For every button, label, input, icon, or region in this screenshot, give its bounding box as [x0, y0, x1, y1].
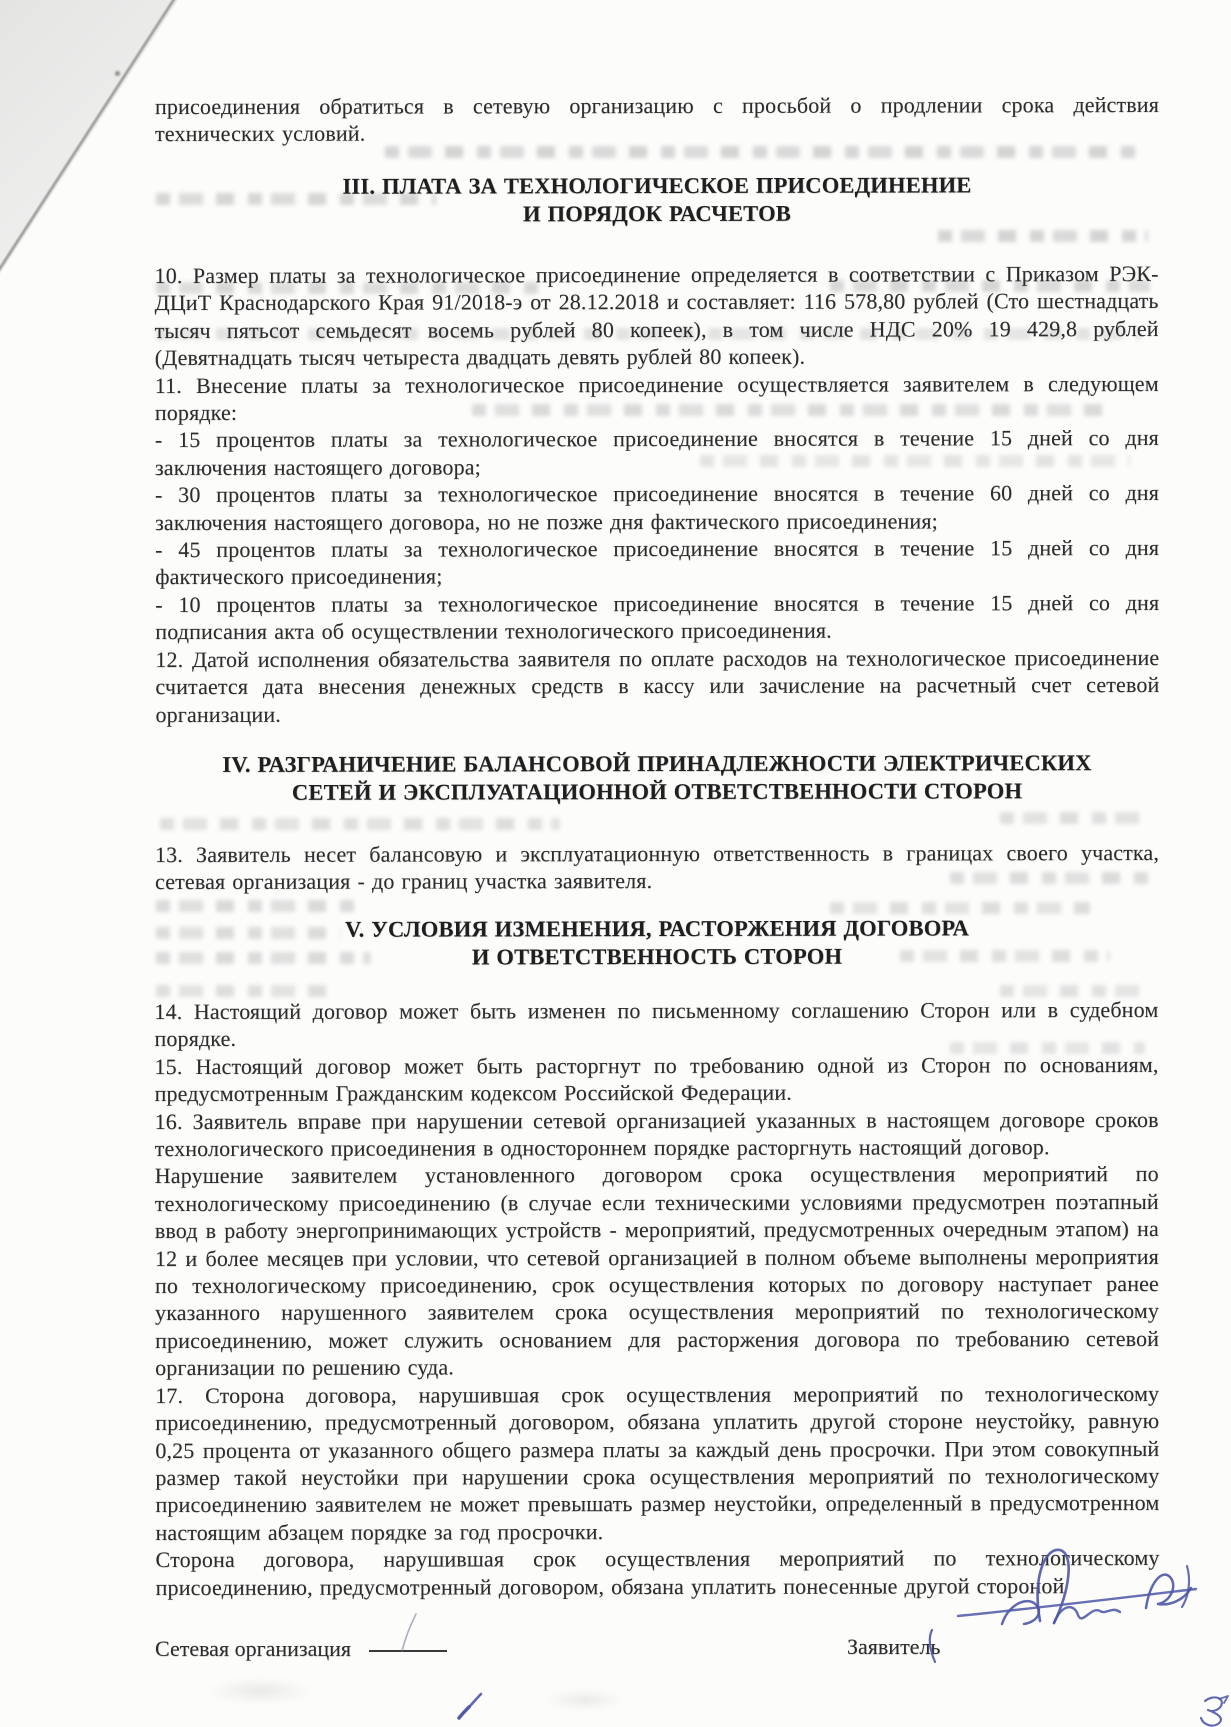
paragraph-13: 13. Заявитель несет балансовую и эксплуатационную ответственность в границах своего участка, сетевая организация - до границ участка заявителя. — [154, 839, 1159, 895]
paragraph-17: 17. Сторона договора, нарушившая срок осуществления мероприятий по технологическому присоединению, предусмотренный договором, обязана уплатить другой стороне неустойку, равную 0,25 процента от указанного общего размера платы за каждый день просрочки. При этом совокупный размер такой неустойки при нарушении срока осуществления мероприятий по технологическому присоединению заявителем не может превышать размер неустойки, определенный в предусмотренном настоящим абзацем порядке за год просрочки. — [155, 1380, 1160, 1545]
bleed-through-artifact — [830, 902, 1090, 914]
pen-tick-mark — [455, 1692, 485, 1722]
section-4-body — [155, 839, 1159, 896]
pen-stroke-after-applicant — [922, 1628, 942, 1666]
section-3-title-line1: III. ПЛАТА ЗА ТЕХНОЛОГИЧЕСКОЕ ПРИСОЕДИНЕНИЕ — [342, 172, 972, 199]
paragraph-14: 14. Настоящий договор может быть изменен по письменному соглашению Сторон или в судебном порядке. — [154, 996, 1159, 1052]
paragraph-16: 16. Заявитель вправе при нарушении сетевой организацией указанных в настоящем договоре сроков технологического присоединения в одностороннем порядке расторгнуть настоящий договор. — [154, 1106, 1159, 1162]
pen-squiggle-corner — [1197, 1694, 1231, 1727]
paragraph-11-item-4: - 10 процентов платы за технологическое присоединение вносятся в течение 15 дней со дня подписания акта об осуществлении технологического присоединения. — [155, 589, 1160, 645]
scan-speck — [115, 71, 120, 76]
paragraph-12: 12. Датой исполнения обязательства заявителя по оплате расходов на технологическое присоединение считается дата внесения денежных средств в кассу или зачисление на расчетный счет сетевой организации. — [155, 644, 1160, 727]
section-4-title-line1: IV. РАЗГРАНИЧЕНИЕ БАЛАНСОВОЙ ПРИНАДЛЕЖНОСТИ ЭЛЕКТРИЧЕСКИХ — [222, 750, 1092, 777]
paragraph-15: 15. Настоящий договор может быть расторгнут по требованию одной из Сторон по основаниям, предусмотренным Гражданским кодексом Российской Федерации. — [154, 1051, 1159, 1107]
paragraph-16-continued: Нарушение заявителем установленного договором срока осуществления мероприятий по технологическому присоединению (в случае если техническими условиями предусмотрен поэтапный ввод в работу энергопринимающих устройств - мероприятий, предусмотренных очередным этапом) на 12 и более месяцев при условии, что сетевой организацией в полном объеме выполнены мероприятия по технологическому присоединению, срок осуществления которых по договору наступает ранее указанного нарушенного заявителем срока осуществления мероприятий по технологическому присоединению, может служить основанием для расторжения договора по требованию сетевой организации по решению суда. — [154, 1161, 1160, 1381]
applicant-signature-ink — [950, 1540, 1210, 1655]
section-5-heading — [155, 914, 1159, 972]
section-4-heading — [155, 749, 1159, 807]
bleed-through-artifact — [1000, 812, 1150, 824]
paragraph-11-item-3: - 45 процентов платы за технологическое присоединение вносятся в течение 15 дней со дня фактического присоединения; — [155, 535, 1160, 590]
paragraph-10: 10. Размер платы за технологическое присоединение определяется в соответствии с Приказом РЭК-ДЦиТ Краснодарского Края 91/2018-э от 28.12.2018 и составляет: 116 578,80 рублей (Сто шестнадцать тысяч пятьсот семьдесят восемь рублей 80 копеек), в том числе НДС 20% 19 429,8 рублей (Девятнадцать тысяч четыреста двадцать девять рублей 80 копеек). — [154, 260, 1159, 371]
bleed-through-artifact — [938, 230, 1148, 242]
section-3-body — [155, 260, 1160, 728]
section-5-body — [154, 996, 1159, 1601]
network-organization-label: Сетевая организация — [155, 1636, 447, 1662]
scan-smudge — [205, 1678, 315, 1704]
paragraph-17-continued: Сторона договора, нарушившая срок осуществления мероприятий по технологическому присоединению, предусмотренный договором, обязана уплатить понесенные другой стороной — [155, 1545, 1160, 1600]
section-5-title-line2: И ОТВЕТСТВЕННОСТЬ СТОРОН — [471, 943, 843, 970]
paragraph-11-item-1: - 15 процентов платы за технологическое присоединение вносятся в течение 15 дней со дня заключения настоящего договора; — [154, 425, 1159, 480]
intro-paragraph-block — [155, 91, 1159, 148]
bleed-through-artifact — [385, 146, 1140, 158]
page-corner-fold — [0, 0, 178, 274]
paragraph: присоединения обратиться в сетевую организацию с просьбой о продлении срока действия технических условий. — [154, 91, 1159, 147]
section-5-title-line1: V. УСЛОВИЯ ИЗМЕНЕНИЯ, РАСТОРЖЕНИЯ ДОГОВОРА — [344, 915, 969, 942]
section-3-title-line2: И ПОРЯДОК РАСЧЕТОВ — [523, 200, 792, 227]
bleed-through-artifact — [160, 818, 560, 830]
scan-smudge — [545, 1690, 625, 1710]
bleed-through-artifact — [156, 985, 336, 997]
paragraph-11-item-2: - 30 процентов платы за технологическое присоединение вносятся в течение 60 дней со дня заключения настоящего договора, но не позже дня фактического присоединения; — [154, 480, 1160, 535]
applicant-label: Заявитель — [847, 1634, 941, 1659]
pen-slash-mark — [398, 1612, 420, 1654]
section-3-heading — [155, 171, 1159, 229]
paragraph-11: 11. Внесение платы за технологическое присоединение осуществляется заявителем в следующем порядке: — [154, 370, 1159, 426]
bleed-through-artifact — [156, 900, 356, 912]
section-4-title-line2: СЕТЕЙ И ЭКСПЛУАТАЦИОННОЙ ОТВЕТСТВЕННОСТИ СТОРОН — [291, 778, 1023, 805]
